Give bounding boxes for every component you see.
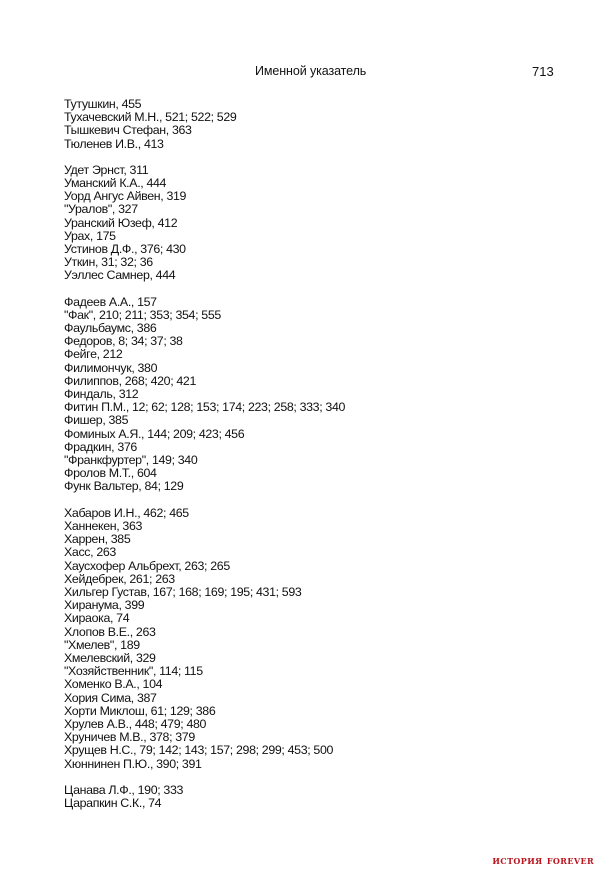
index-entry: "Уралов", 327 (64, 202, 138, 217)
index-entry: Хрулев А.В., 448; 479; 480 (64, 716, 207, 731)
index-entry: Тухачевский М.Н., 521; 522; 529 (64, 110, 237, 125)
index-entry: Уорд Ангус Айвен, 319 (64, 189, 187, 204)
name-index (64, 98, 564, 810)
index-entry: Хильгер Густав, 167; 168; 169; 195; 431; 593 (64, 584, 302, 599)
index-group-ts (64, 784, 564, 810)
index-entry: Цанава Л.Ф., 190; 333 (64, 782, 184, 797)
index-entry: Хорти Миклош, 61; 129; 386 (64, 703, 216, 718)
index-entry: "Хмелев", 189 (64, 637, 140, 652)
page-number: 713 (532, 64, 554, 79)
index-group-u (64, 164, 564, 283)
index-entry: Тышкевич Стефан, 363 (64, 123, 192, 138)
index-entry: Хория Сима, 387 (64, 690, 157, 705)
index-entry: Ханнекен, 363 (64, 518, 143, 533)
index-entry: Хруничев М.В., 378; 379 (64, 730, 195, 745)
index-entry: Финдаль, 312 (64, 387, 139, 402)
index-entry: Фишер, 385 (64, 413, 129, 428)
index-entry: Филиппов, 268; 420; 421 (64, 373, 197, 388)
index-entry: "Франкфуртер", 149; 340 (64, 453, 198, 468)
index-entry: Хасс, 263 (64, 545, 116, 560)
index-entry: Федоров, 8; 34; 37; 38 (64, 334, 183, 349)
index-entry: Хмелевский, 329 (64, 650, 156, 665)
index-entry: Фрадкин, 376 (64, 439, 137, 454)
index-entry: Хиранума, 399 (64, 598, 145, 613)
index-entry: Фаульбаумс, 386 (64, 321, 157, 336)
index-entry: Фоминых А.Я., 144; 209; 423; 456 (64, 426, 245, 441)
index-entry: Фитин П.М., 12; 62; 128; 153; 174; 223; 258; 333; 340 (64, 400, 346, 415)
index-entry: Царапкин С.К., 74 (64, 795, 162, 810)
index-entry: Хрущев Н.С., 79; 142; 143; 157; 298; 299; 453; 500 (64, 743, 334, 758)
index-entry: "Хозяйственник", 114; 115 (64, 664, 203, 679)
index-entry: Фролов М.Т., 604 (64, 466, 157, 481)
index-entry: Удет Эрнст, 311 (64, 162, 149, 177)
index-entry: Урах, 175 (64, 228, 116, 243)
index-entry: Хаусхофер Альбрехт, 263; 265 (64, 558, 230, 573)
index-entry: Хлопов В.Е., 263 (64, 624, 156, 639)
index-group-f (64, 296, 564, 494)
index-entry: Уэллес Самнер, 444 (64, 268, 176, 283)
index-entry: Уткин, 31; 32; 36 (64, 255, 153, 270)
index-entry: "Фак", 210; 211; 353; 354; 555 (64, 307, 221, 322)
site-watermark: история forever (492, 854, 594, 867)
index-entry: Тюленев И.В., 413 (64, 136, 164, 151)
index-group-kh (64, 507, 564, 771)
index-entry: Фейге, 212 (64, 347, 123, 362)
index-entry: Фадеев А.А., 157 (64, 294, 157, 309)
index-entry: Устинов Д.Ф., 376; 430 (64, 242, 186, 257)
index-entry: Тутушкин, 455 (64, 97, 142, 111)
index-entry: Харрен, 385 (64, 532, 131, 547)
index-entry: Хейдебрек, 261; 263 (64, 571, 175, 586)
index-entry: Уранский Юзеф, 412 (64, 215, 178, 230)
index-entry: Хюннинен П.Ю., 390; 391 (64, 756, 202, 771)
index-entry: Уманский К.А., 444 (64, 176, 167, 191)
index-entry: Хоменко В.А., 104 (64, 677, 163, 692)
index-group-t (64, 98, 564, 151)
index-entry: Функ Вальтер, 84; 129 (64, 479, 184, 494)
running-head (0, 64, 600, 80)
index-entry: Хираока, 74 (64, 611, 130, 626)
index-entry: Филимончук, 380 (64, 360, 158, 375)
index-entry: Хабаров И.Н., 462; 465 (64, 505, 189, 520)
running-title: Именной указатель (255, 64, 367, 78)
